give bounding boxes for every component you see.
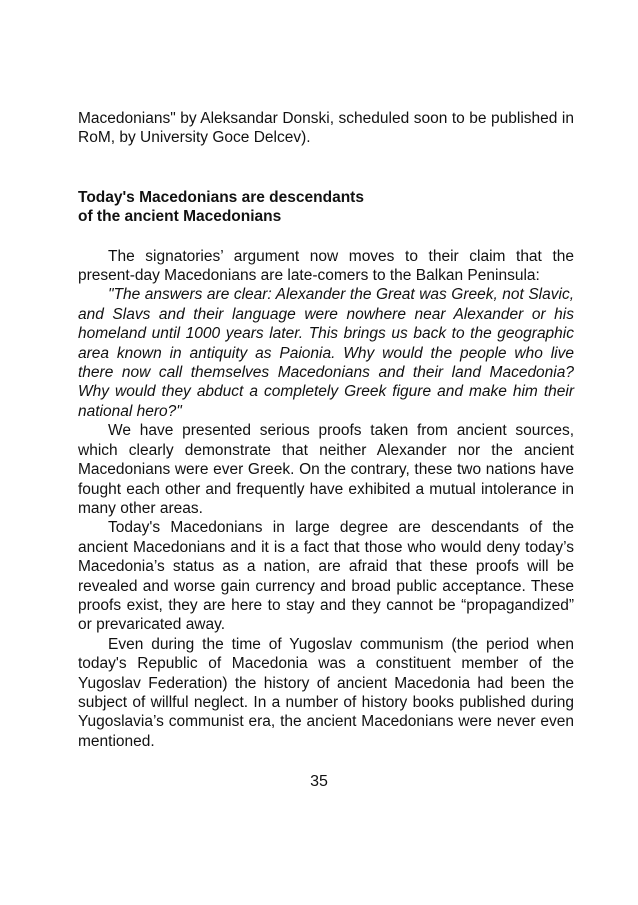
section-heading-line-1: Today's Macedonians are descendants	[78, 188, 364, 206]
continuation-paragraph: Macedonians" by Aleksandar Donski, scheduled soon to be published in RoM, by University Goce Delcev).	[78, 110, 574, 147]
section-heading	[78, 188, 574, 227]
document-page	[78, 109, 574, 751]
body-paragraph-2: We have presented serious proofs taken from ancient sources, which clearly demonstrate that neither Alexander nor the ancient Macedonians were ever Greek. On the contrary, these two nations have fought each other and frequently have exhibited a mutual intolerance in many other areas.	[78, 422, 574, 517]
quoted-paragraph: "The answers are clear: Alexander the Great was Greek, not Slavic, and Slavs and their language were nowhere near Alexander or his homeland until 1000 years later. This brings us back to the geographic area known in antiquity as Paionia. Why would the people who live there now call themselves Macedonians and their land Macedonia? Why would they abduct a completely Greek figure and make him their national hero?"	[78, 286, 574, 420]
section-heading-line-2: of the ancient Macedonians	[78, 208, 282, 226]
body-paragraph-1: The signatories’ argument now moves to their claim that the present-day Macedonians are late-comers to the Balkan Peninsula:	[78, 247, 574, 285]
body-paragraph-3: Today's Macedonians in large degree are descendants of the ancient Macedonians and it is a fact that those who would deny today’s Macedonia’s status as a nation, are afraid that these proofs will be revealed and worse gain currency and broad public acceptance. These proofs exist, they are here to stay and they cannot be “propagandized” or prevaricated away.	[78, 519, 574, 634]
body-paragraph-4: Even during the time of Yugoslav communism (the period when today's Republic of Macedonia was a constituent member of the Yugoslav Federation) the history of ancient Macedonia had been the subject of willful neglect. In a number of history books published during Yugoslavia’s communist era, the ancient Macedonians were never even mentioned.	[78, 635, 574, 750]
page-number: 35	[310, 773, 328, 790]
